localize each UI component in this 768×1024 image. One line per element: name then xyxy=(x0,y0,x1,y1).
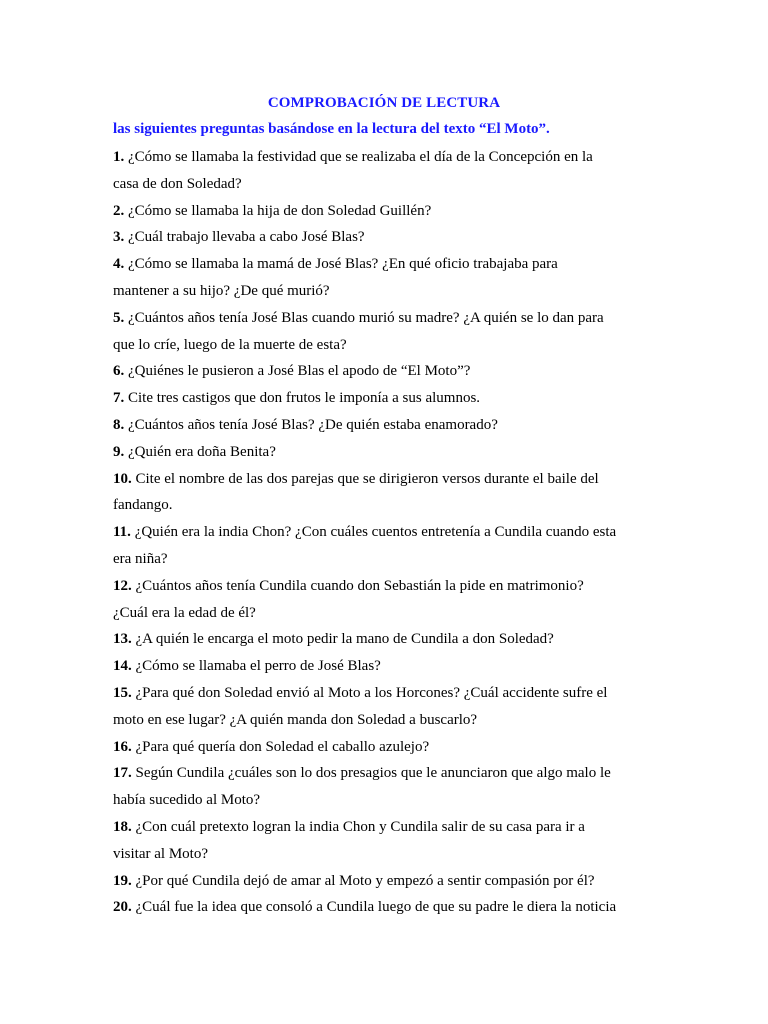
question-line xyxy=(113,198,633,225)
question-text: había sucedido al Moto? xyxy=(113,792,261,809)
question-line xyxy=(113,600,633,627)
question-item xyxy=(113,573,633,627)
question-number: 11. xyxy=(113,524,131,541)
question-text: ¿A quién le encarga el moto pedir la mano de Cundila a don Soledad? xyxy=(135,631,554,648)
question-number: 20. xyxy=(113,899,132,916)
question-text: ¿Para qué don Soledad envió al Moto a los Horcones? ¿Cuál accidente sufre el xyxy=(135,684,608,701)
question-text: ¿Quién era doña Benita? xyxy=(128,443,276,460)
question-number: 7. xyxy=(113,390,125,407)
question-number: 12. xyxy=(113,577,132,594)
question-text: casa de don Soledad? xyxy=(113,175,242,192)
question-number: 13. xyxy=(113,631,132,648)
question-text: ¿Quién era la india Chon? ¿Con cuáles cuentos entretenía a Cundila cuando esta xyxy=(134,524,617,541)
question-number: 2. xyxy=(113,202,125,219)
question-text: ¿Quiénes le pusieron a José Blas el apodo de “El Moto”? xyxy=(128,363,471,380)
question-number: 4. xyxy=(113,256,125,273)
question-item xyxy=(113,814,633,868)
question-text: ¿Con cuál pretexto logran la india Chon y Cundila salir de su casa para ir a xyxy=(135,818,585,835)
question-item xyxy=(113,144,633,198)
question-number: 14. xyxy=(113,658,132,675)
question-line xyxy=(113,626,633,653)
question-line xyxy=(113,492,633,519)
question-text: ¿Cuál era la edad de él? xyxy=(113,604,256,621)
question-line xyxy=(113,546,633,573)
document-title: COMPROBACIÓN DE LECTURA xyxy=(267,95,501,111)
question-text: ¿Para qué quería don Soledad el caballo azulejo? xyxy=(135,738,430,755)
question-number: 19. xyxy=(113,872,132,889)
question-item xyxy=(113,224,633,251)
question-item xyxy=(113,868,633,895)
document-subtitle: las siguientes preguntas basándose en la lectura del texto “El Moto”. xyxy=(113,121,550,137)
question-line xyxy=(113,894,633,921)
question-line xyxy=(113,466,633,493)
question-item xyxy=(113,519,633,573)
question-line xyxy=(113,412,633,439)
question-line xyxy=(113,332,633,359)
question-text: Según Cundila ¿cuáles son lo dos presagios que le anunciaron que algo malo le xyxy=(135,765,611,782)
question-item xyxy=(113,198,633,225)
question-text: ¿Por qué Cundila dejó de amar al Moto y empezó a sentir compasión por él? xyxy=(135,872,595,889)
question-text: ¿Cuál trabajo llevaba a cabo José Blas? xyxy=(128,229,365,246)
question-text: que lo críe, luego de la muerte de esta? xyxy=(113,336,347,353)
question-text: Cite el nombre de las dos parejas que se dirigieron versos durante el baile del xyxy=(135,470,599,487)
question-number: 17. xyxy=(113,765,132,782)
question-line xyxy=(113,251,633,278)
question-item xyxy=(113,466,633,520)
question-line xyxy=(113,144,633,171)
question-item xyxy=(113,760,633,814)
question-number: 10. xyxy=(113,470,132,487)
question-line xyxy=(113,278,633,305)
question-number: 6. xyxy=(113,363,125,380)
question-text: ¿Cuántos años tenía José Blas? ¿De quién estaba enamorado? xyxy=(128,416,498,433)
question-item xyxy=(113,680,633,734)
question-item xyxy=(113,305,633,359)
question-text: ¿Cómo se llamaba la festividad que se realizaba el día de la Concepción en la xyxy=(128,149,593,165)
question-text: moto en ese lugar? ¿A quién manda don Soledad a buscarlo? xyxy=(113,711,478,728)
question-line xyxy=(113,868,633,895)
question-text: ¿Cómo se llamaba el perro de José Blas? xyxy=(135,658,381,675)
question-line xyxy=(113,305,633,332)
question-text: ¿Cuántos años tenía Cundila cuando don Sebastián la pide en matrimonio? xyxy=(135,577,584,594)
question-line xyxy=(113,760,633,787)
question-line xyxy=(113,171,633,198)
question-line xyxy=(113,653,633,680)
question-item xyxy=(113,358,633,385)
question-text: visitar al Moto? xyxy=(113,845,208,862)
question-item xyxy=(113,439,633,466)
question-item xyxy=(113,653,633,680)
question-number: 8. xyxy=(113,416,125,433)
question-number: 1. xyxy=(113,149,125,165)
question-line xyxy=(113,680,633,707)
question-number: 18. xyxy=(113,818,132,835)
question-line xyxy=(113,734,633,761)
question-text: era niña? xyxy=(113,550,168,567)
question-item xyxy=(113,626,633,653)
question-number: 15. xyxy=(113,684,132,701)
question-line xyxy=(113,787,633,814)
question-line xyxy=(113,707,633,734)
question-line xyxy=(113,814,633,841)
question-line xyxy=(113,358,633,385)
question-line xyxy=(113,841,633,868)
question-number: 3. xyxy=(113,229,125,246)
question-line xyxy=(113,439,633,466)
question-text: fandango. xyxy=(113,497,173,514)
question-item xyxy=(113,251,633,305)
question-line xyxy=(113,573,633,600)
question-text: ¿Cómo se llamaba la mamá de José Blas? ¿En qué oficio trabajaba para xyxy=(128,256,558,273)
question-text: ¿Cuál fue la idea que consoló a Cundila luego de que su padre le diera la noticia xyxy=(135,899,617,916)
question-text: Cite tres castigos que don frutos le imponía a sus alumnos. xyxy=(128,390,481,407)
question-line xyxy=(113,519,633,546)
question-list xyxy=(113,144,633,921)
question-text: ¿Cuántos años tenía José Blas cuando murió su madre? ¿A quién se lo dan para xyxy=(128,309,604,326)
question-item xyxy=(113,385,633,412)
question-item xyxy=(113,894,633,921)
question-text: mantener a su hijo? ¿De qué murió? xyxy=(113,282,330,299)
question-line xyxy=(113,385,633,412)
question-text: ¿Cómo se llamaba la hija de don Soledad Guillén? xyxy=(128,202,432,219)
question-line xyxy=(113,224,633,251)
question-number: 5. xyxy=(113,309,125,326)
question-item xyxy=(113,412,633,439)
question-number: 16. xyxy=(113,738,132,755)
question-item xyxy=(113,734,633,761)
question-number: 9. xyxy=(113,443,125,460)
